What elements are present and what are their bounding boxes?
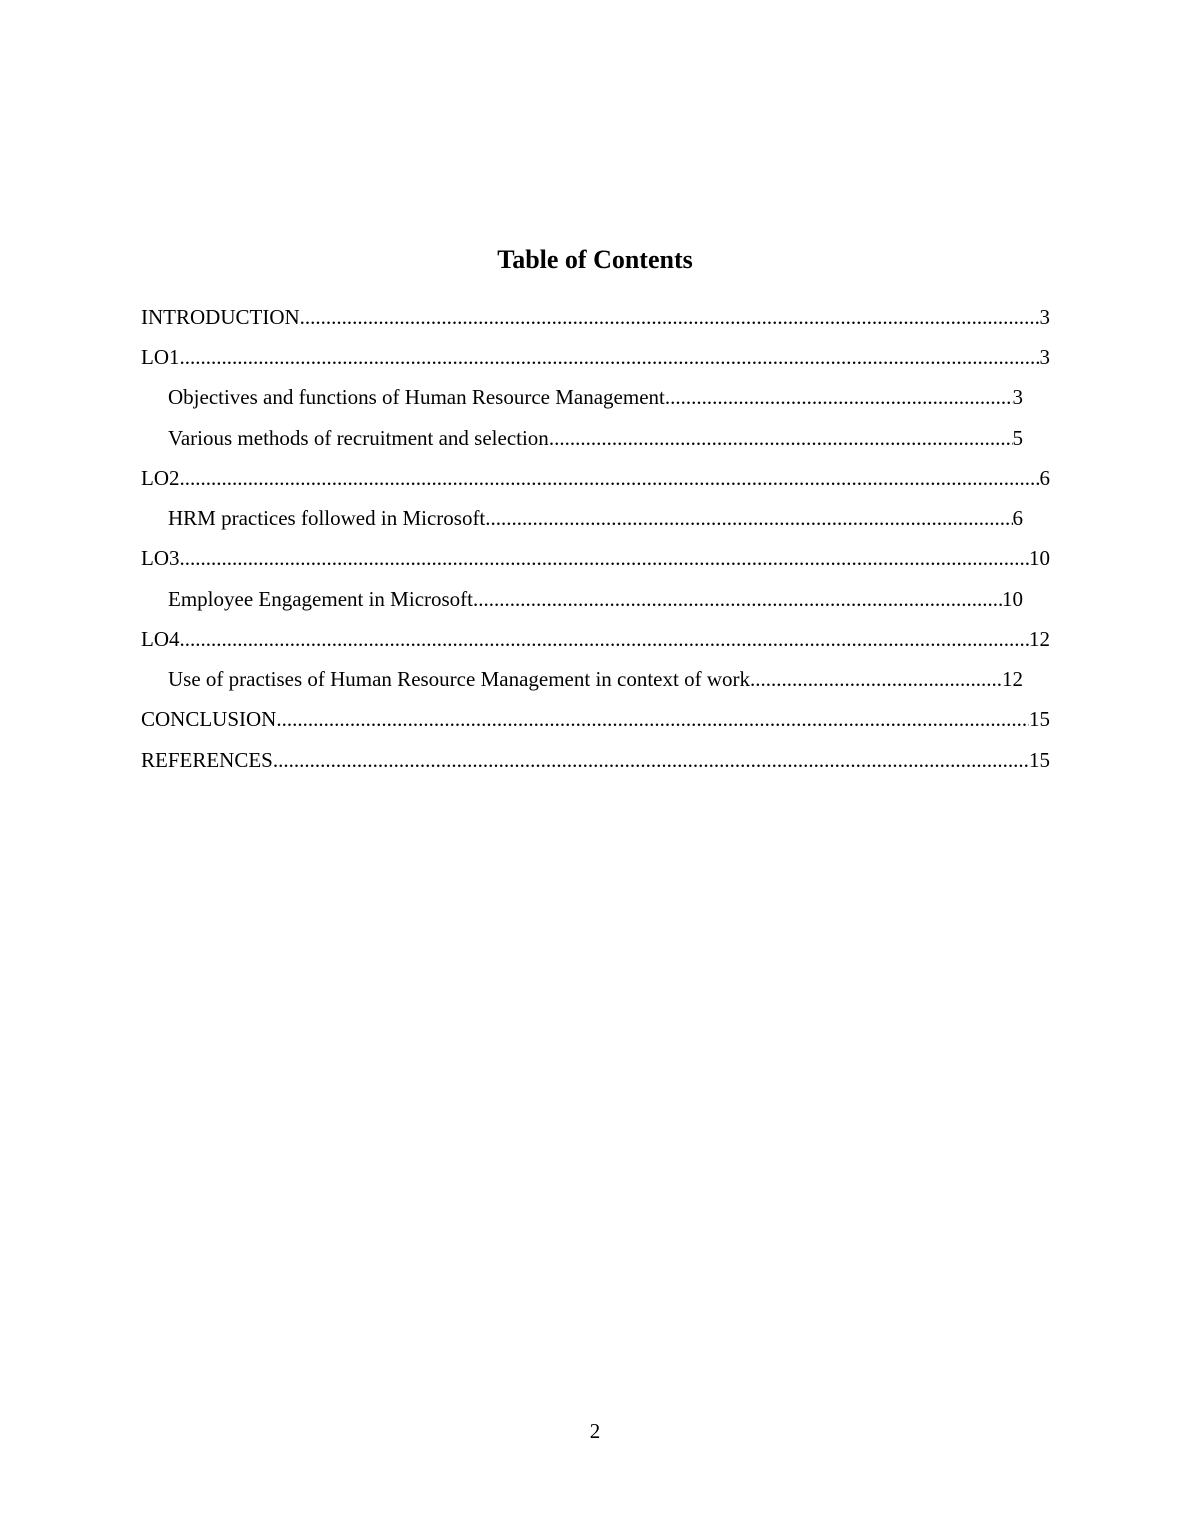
toc-entry-page: 3 [1039, 345, 1050, 369]
toc-entry-lo3[interactable] [141, 544, 1050, 572]
toc-leader-dots [473, 585, 1002, 613]
toc-entry-label: Objectives and functions of Human Resource Management [168, 385, 665, 409]
toc-entry-lo1[interactable] [141, 343, 1050, 371]
toc-leader-dots [549, 424, 1013, 452]
toc-entry-label: LO1 [141, 345, 180, 369]
toc-entry-introduction[interactable] [141, 303, 1050, 331]
toc-entry-page: 15 [1029, 707, 1050, 731]
toc-title: Table of Contents [497, 245, 693, 274]
toc-entry-hrm-practices-microsoft[interactable] [168, 504, 1023, 532]
toc-entry-label: HRM practices followed in Microsoft [168, 506, 486, 530]
toc-entry-page: 15 [1029, 748, 1050, 772]
toc-leader-dots [300, 303, 1040, 331]
toc-leader-dots [180, 343, 1040, 371]
toc-entry-employee-engagement[interactable] [168, 585, 1023, 613]
toc-entry-label: LO3 [141, 546, 180, 570]
toc-entry-page: 3 [1012, 385, 1023, 409]
page-number: 2 [589, 1419, 601, 1443]
toc-leader-dots [180, 464, 1040, 492]
toc-entry-label: Employee Engagement in Microsoft [168, 587, 474, 611]
toc-entry-page: 12 [1029, 627, 1050, 651]
toc-entry-lo4[interactable] [141, 625, 1050, 653]
toc-entry-label: LO4 [141, 627, 180, 651]
toc-entry-page: 12 [1002, 667, 1023, 691]
toc-entry-hrm-context-of-work[interactable] [168, 665, 1023, 693]
toc-entry-lo2[interactable] [141, 464, 1050, 492]
toc-entry-recruitment-selection[interactable] [168, 424, 1023, 452]
toc-entry-page: 10 [1002, 587, 1023, 611]
toc-leader-dots [273, 746, 1029, 774]
toc-entry-label: REFERENCES [141, 748, 273, 772]
toc-leader-dots [180, 625, 1030, 653]
toc-entry-objectives-functions-hrm[interactable] [168, 383, 1023, 411]
toc-leader-dots [485, 504, 1012, 532]
toc-entry-conclusion[interactable] [141, 705, 1050, 733]
toc-leader-dots [276, 705, 1029, 733]
toc-leader-dots [750, 665, 1002, 693]
toc-leader-dots [180, 544, 1030, 572]
toc-entry-label: LO2 [141, 466, 180, 490]
toc-leader-dots [665, 383, 1013, 411]
toc-entry-label: INTRODUCTION [141, 305, 300, 329]
toc-entry-page: 10 [1029, 546, 1050, 570]
toc-entry-page: 3 [1039, 305, 1050, 329]
toc-entry-page: 6 [1039, 466, 1050, 490]
toc-entry-page: 5 [1012, 426, 1023, 450]
toc-entry-page: 6 [1012, 506, 1023, 530]
toc-entry-label: CONCLUSION [141, 707, 277, 731]
toc-entry-label: Various methods of recruitment and selection [168, 426, 549, 450]
toc-entry-label: Use of practises of Human Resource Management in context of work [168, 667, 750, 691]
toc-entry-references[interactable] [141, 746, 1050, 774]
